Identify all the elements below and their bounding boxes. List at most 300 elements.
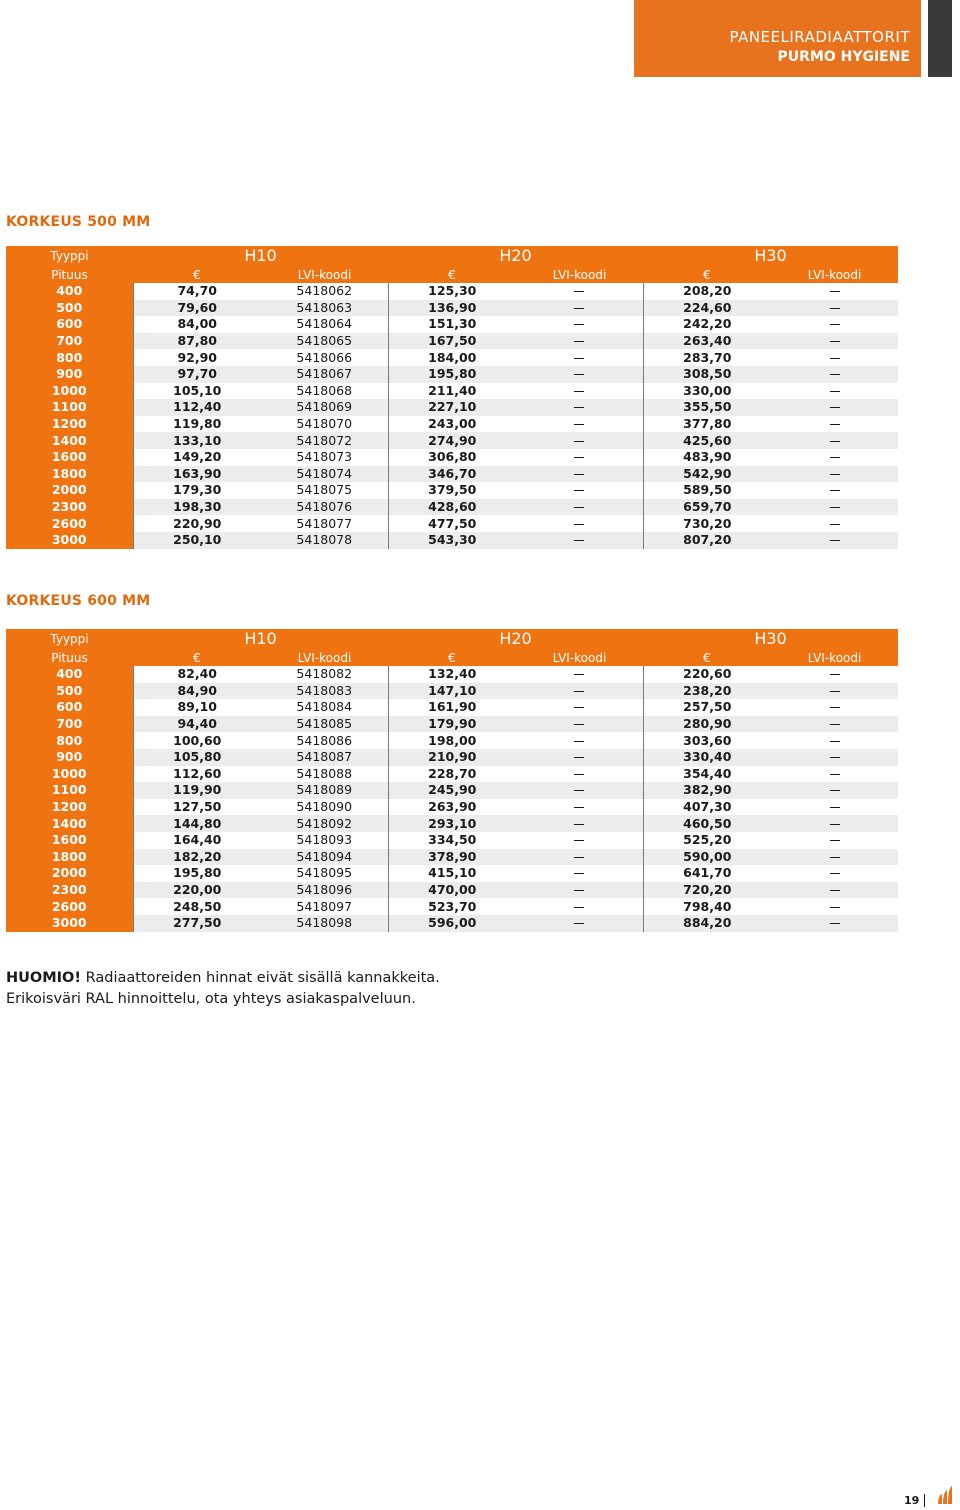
price-cell: 346,70 — [388, 466, 516, 483]
dash-mark — [830, 790, 840, 791]
code-cell — [771, 865, 898, 882]
header-tyyppi: Tyyppi — [6, 629, 133, 649]
price-cell: 280,90 — [643, 716, 771, 733]
price-cell: 220,00 — [133, 882, 261, 899]
code-cell: 5418083 — [261, 683, 388, 700]
dash-mark — [574, 824, 584, 825]
price-cell: 590,00 — [643, 849, 771, 866]
length-cell: 400 — [6, 666, 133, 683]
code-cell — [516, 349, 643, 366]
dash-mark — [830, 873, 840, 874]
price-cell: 105,10 — [133, 383, 261, 400]
dash-mark — [830, 674, 840, 675]
code-cell: 5418067 — [261, 366, 388, 383]
price-cell: 164,40 — [133, 832, 261, 849]
code-cell — [516, 699, 643, 716]
dash-mark — [574, 540, 584, 541]
table-row — [6, 782, 898, 799]
table-row — [6, 515, 898, 532]
dash-mark — [830, 890, 840, 891]
price-cell: 355,50 — [643, 399, 771, 416]
price-cell: 136,90 — [388, 300, 516, 317]
price-cell: 303,60 — [643, 732, 771, 749]
dash-mark — [830, 824, 840, 825]
purmo-logo-icon — [936, 1484, 954, 1506]
code-cell: 5418085 — [261, 716, 388, 733]
price-cell: 184,00 — [388, 349, 516, 366]
dash-mark — [574, 790, 584, 791]
code-cell — [771, 782, 898, 799]
price-cell: 119,80 — [133, 416, 261, 433]
dash-mark — [830, 424, 840, 425]
dash-mark — [574, 490, 584, 491]
code-cell: 5418087 — [261, 749, 388, 766]
dash-mark — [574, 407, 584, 408]
dash-mark — [574, 807, 584, 808]
table-row — [6, 482, 898, 499]
header-price-col: € — [643, 649, 771, 666]
header-pituus: Pituus — [6, 266, 133, 283]
table-row — [6, 699, 898, 716]
code-cell: 5418090 — [261, 799, 388, 816]
table-row — [6, 716, 898, 733]
code-cell — [516, 482, 643, 499]
price-cell: 248,50 — [133, 898, 261, 915]
price-cell: 807,20 — [643, 532, 771, 549]
dash-mark — [830, 441, 840, 442]
price-cell: 161,90 — [388, 699, 516, 716]
dash-mark — [830, 358, 840, 359]
length-cell: 500 — [6, 300, 133, 317]
price-cell: 149,20 — [133, 449, 261, 466]
code-cell — [771, 416, 898, 433]
price-cell: 242,20 — [643, 316, 771, 333]
code-cell — [771, 815, 898, 832]
table-row — [6, 865, 898, 882]
code-cell — [516, 898, 643, 915]
dash-mark — [574, 424, 584, 425]
code-cell: 5418096 — [261, 882, 388, 899]
length-cell: 1400 — [6, 815, 133, 832]
price-cell: 79,60 — [133, 300, 261, 317]
price-cell: 354,40 — [643, 766, 771, 783]
table-row — [6, 333, 898, 350]
dash-mark — [574, 923, 584, 924]
length-cell: 1600 — [6, 449, 133, 466]
code-cell: 5418075 — [261, 482, 388, 499]
dash-mark — [574, 457, 584, 458]
dash-mark — [830, 741, 840, 742]
code-cell — [771, 732, 898, 749]
code-cell: 5418076 — [261, 499, 388, 516]
table-row — [6, 449, 898, 466]
price-cell: 293,10 — [388, 815, 516, 832]
dash-mark — [574, 374, 584, 375]
code-cell: 5418065 — [261, 333, 388, 350]
price-cell: 730,20 — [643, 515, 771, 532]
dash-mark — [574, 507, 584, 508]
price-cell: 277,50 — [133, 915, 261, 932]
header-code-col: LVI-koodi — [261, 266, 388, 283]
dash-mark — [830, 707, 840, 708]
price-cell: 84,90 — [133, 683, 261, 700]
code-cell — [516, 815, 643, 832]
code-cell — [516, 882, 643, 899]
price-cell: 250,10 — [133, 532, 261, 549]
note-line2: Erikoisväri RAL hinnoittelu, ota yhteys asiakaspalveluun. — [6, 991, 416, 1007]
table-row — [6, 283, 898, 300]
header-box — [634, 0, 921, 77]
price-cell: 330,00 — [643, 383, 771, 400]
code-cell — [771, 482, 898, 499]
code-cell — [516, 283, 643, 300]
dash-mark — [830, 291, 840, 292]
code-cell — [516, 449, 643, 466]
price-cell: 470,00 — [388, 882, 516, 899]
code-cell: 5418089 — [261, 782, 388, 799]
length-cell: 700 — [6, 333, 133, 350]
table-row — [6, 832, 898, 849]
header-group-0: H10 — [133, 246, 388, 266]
price-cell: 74,70 — [133, 283, 261, 300]
dash-mark — [574, 907, 584, 908]
table-row — [6, 882, 898, 899]
price-cell: 589,50 — [643, 482, 771, 499]
header-category: PANEELIRADIAATTORIT — [729, 28, 910, 46]
code-cell: 5418064 — [261, 316, 388, 333]
header-group-2: H30 — [643, 246, 898, 266]
dash-mark — [574, 724, 584, 725]
price-cell: 125,30 — [388, 283, 516, 300]
header-price-col: € — [133, 649, 261, 666]
dash-mark — [574, 890, 584, 891]
code-cell — [771, 316, 898, 333]
header-group-0: H10 — [133, 629, 388, 649]
table-row — [6, 532, 898, 549]
price-table-600 — [6, 629, 898, 932]
header-price-col: € — [133, 266, 261, 283]
code-cell — [771, 532, 898, 549]
note — [6, 968, 440, 1010]
length-cell: 2300 — [6, 499, 133, 516]
code-cell — [516, 366, 643, 383]
price-cell: 195,80 — [133, 865, 261, 882]
price-cell: 308,50 — [643, 366, 771, 383]
code-cell: 5418092 — [261, 815, 388, 832]
price-cell: 379,50 — [388, 482, 516, 499]
code-cell — [771, 383, 898, 400]
header-price-col: € — [388, 266, 516, 283]
price-cell: 92,90 — [133, 349, 261, 366]
code-cell — [771, 799, 898, 816]
header-price-col: € — [643, 266, 771, 283]
price-cell: 460,50 — [643, 815, 771, 832]
code-cell — [771, 466, 898, 483]
code-cell — [771, 666, 898, 683]
code-cell — [516, 666, 643, 683]
length-cell: 3000 — [6, 532, 133, 549]
length-cell: 2000 — [6, 865, 133, 882]
code-cell — [516, 849, 643, 866]
price-cell: 133,10 — [133, 432, 261, 449]
length-cell: 2300 — [6, 882, 133, 899]
price-cell: 330,40 — [643, 749, 771, 766]
table-row — [6, 666, 898, 683]
dash-mark — [574, 857, 584, 858]
code-cell: 5418084 — [261, 699, 388, 716]
length-cell: 600 — [6, 699, 133, 716]
table-row — [6, 366, 898, 383]
code-cell — [516, 683, 643, 700]
dash-mark — [830, 407, 840, 408]
page-divider — [924, 1494, 925, 1507]
table-row — [6, 815, 898, 832]
price-cell: 659,70 — [643, 499, 771, 516]
dash-mark — [574, 840, 584, 841]
table-row — [6, 316, 898, 333]
length-cell: 1600 — [6, 832, 133, 849]
section-title-600: KORKEUS 600 MM — [6, 593, 151, 609]
price-cell: 263,90 — [388, 799, 516, 816]
table-row — [6, 849, 898, 866]
dash-mark — [574, 674, 584, 675]
code-cell: 5418068 — [261, 383, 388, 400]
code-cell — [516, 799, 643, 816]
table-row — [6, 399, 898, 416]
code-cell — [771, 898, 898, 915]
dash-mark — [574, 691, 584, 692]
table-row — [6, 898, 898, 915]
price-cell: 477,50 — [388, 515, 516, 532]
code-cell — [771, 300, 898, 317]
code-cell — [516, 766, 643, 783]
price-cell: 283,70 — [643, 349, 771, 366]
code-cell: 5418095 — [261, 865, 388, 882]
price-cell: 243,00 — [388, 416, 516, 433]
code-cell — [771, 499, 898, 516]
price-cell: 720,20 — [643, 882, 771, 899]
code-cell — [771, 283, 898, 300]
price-cell: 543,30 — [388, 532, 516, 549]
code-cell — [516, 399, 643, 416]
dash-mark — [830, 324, 840, 325]
price-cell: 127,50 — [133, 799, 261, 816]
dash-mark — [830, 524, 840, 525]
table-row — [6, 766, 898, 783]
code-cell: 5418073 — [261, 449, 388, 466]
table-row — [6, 732, 898, 749]
price-cell: 596,00 — [388, 915, 516, 932]
dash-mark — [574, 474, 584, 475]
dash-mark — [830, 691, 840, 692]
header-code-col: LVI-koodi — [771, 266, 898, 283]
length-cell: 900 — [6, 366, 133, 383]
price-cell: 525,20 — [643, 832, 771, 849]
price-cell: 179,90 — [388, 716, 516, 733]
price-cell: 151,30 — [388, 316, 516, 333]
table-row — [6, 749, 898, 766]
code-cell: 5418098 — [261, 915, 388, 932]
code-cell — [771, 832, 898, 849]
price-cell: 415,10 — [388, 865, 516, 882]
price-cell: 182,20 — [133, 849, 261, 866]
header-code-col: LVI-koodi — [516, 649, 643, 666]
price-cell: 257,50 — [643, 699, 771, 716]
price-cell: 228,70 — [388, 766, 516, 783]
code-cell: 5418066 — [261, 349, 388, 366]
code-cell — [516, 300, 643, 317]
header-tyyppi: Tyyppi — [6, 246, 133, 266]
code-cell — [771, 882, 898, 899]
dash-mark — [574, 324, 584, 325]
dash-mark — [830, 840, 840, 841]
code-cell: 5418097 — [261, 898, 388, 915]
table-row — [6, 383, 898, 400]
price-cell: 245,90 — [388, 782, 516, 799]
length-cell: 900 — [6, 749, 133, 766]
dash-mark — [830, 308, 840, 309]
price-cell: 105,80 — [133, 749, 261, 766]
length-cell: 3000 — [6, 915, 133, 932]
dash-mark — [830, 490, 840, 491]
price-cell: 112,40 — [133, 399, 261, 416]
price-cell: 208,20 — [643, 283, 771, 300]
dash-mark — [574, 757, 584, 758]
dash-mark — [830, 774, 840, 775]
code-cell — [516, 732, 643, 749]
price-cell: 89,10 — [133, 699, 261, 716]
price-cell: 798,40 — [643, 898, 771, 915]
price-cell: 382,90 — [643, 782, 771, 799]
code-cell — [516, 532, 643, 549]
table-row — [6, 915, 898, 932]
dash-mark — [574, 358, 584, 359]
price-cell: 641,70 — [643, 865, 771, 882]
price-cell: 483,90 — [643, 449, 771, 466]
header-product: PURMO HYGIENE — [777, 49, 910, 65]
code-cell: 5418093 — [261, 832, 388, 849]
length-cell: 500 — [6, 683, 133, 700]
price-cell: 87,80 — [133, 333, 261, 350]
header-code-col: LVI-koodi — [516, 266, 643, 283]
dash-mark — [830, 457, 840, 458]
table-row — [6, 432, 898, 449]
code-cell — [771, 849, 898, 866]
code-cell — [516, 333, 643, 350]
note-label: HUOMIO! — [6, 970, 81, 986]
code-cell — [771, 333, 898, 350]
price-cell: 378,90 — [388, 849, 516, 866]
price-cell: 224,60 — [643, 300, 771, 317]
dash-mark — [830, 724, 840, 725]
length-cell: 400 — [6, 283, 133, 300]
code-cell: 5418077 — [261, 515, 388, 532]
price-cell: 274,90 — [388, 432, 516, 449]
code-cell — [516, 749, 643, 766]
code-cell — [516, 316, 643, 333]
length-cell: 1200 — [6, 799, 133, 816]
code-cell — [771, 683, 898, 700]
code-cell: 5418078 — [261, 532, 388, 549]
code-cell — [771, 766, 898, 783]
price-table-500 — [6, 246, 898, 549]
price-cell: 227,10 — [388, 399, 516, 416]
code-cell: 5418063 — [261, 300, 388, 317]
length-cell: 2600 — [6, 515, 133, 532]
table-row — [6, 799, 898, 816]
length-cell: 1100 — [6, 399, 133, 416]
dash-mark — [830, 341, 840, 342]
length-cell: 1000 — [6, 383, 133, 400]
price-cell: 94,40 — [133, 716, 261, 733]
code-cell: 5418082 — [261, 666, 388, 683]
price-cell: 220,90 — [133, 515, 261, 532]
price-cell: 306,80 — [388, 449, 516, 466]
price-cell: 144,80 — [133, 815, 261, 832]
dash-mark — [574, 524, 584, 525]
price-cell: 195,80 — [388, 366, 516, 383]
header-group-2: H30 — [643, 629, 898, 649]
code-cell: 5418088 — [261, 766, 388, 783]
code-cell: 5418074 — [261, 466, 388, 483]
code-cell: 5418070 — [261, 416, 388, 433]
page-number: 19 — [904, 1494, 920, 1507]
table-row — [6, 300, 898, 317]
code-cell — [516, 466, 643, 483]
price-cell: 97,70 — [133, 366, 261, 383]
price-cell: 407,30 — [643, 799, 771, 816]
code-cell: 5418072 — [261, 432, 388, 449]
price-cell: 238,20 — [643, 683, 771, 700]
code-cell: 5418094 — [261, 849, 388, 866]
code-cell — [516, 499, 643, 516]
length-cell: 600 — [6, 316, 133, 333]
dash-mark — [830, 391, 840, 392]
dash-mark — [574, 774, 584, 775]
price-cell: 132,40 — [388, 666, 516, 683]
table-row — [6, 466, 898, 483]
price-cell: 167,50 — [388, 333, 516, 350]
price-cell: 220,60 — [643, 666, 771, 683]
dash-mark — [574, 707, 584, 708]
code-cell — [771, 449, 898, 466]
length-cell: 700 — [6, 716, 133, 733]
code-cell — [771, 915, 898, 932]
price-cell: 163,90 — [133, 466, 261, 483]
length-cell: 2600 — [6, 898, 133, 915]
code-cell — [516, 383, 643, 400]
code-cell — [771, 749, 898, 766]
price-cell: 147,10 — [388, 683, 516, 700]
header-price-col: € — [388, 649, 516, 666]
header-pituus: Pituus — [6, 649, 133, 666]
code-cell — [516, 432, 643, 449]
price-cell: 523,70 — [388, 898, 516, 915]
length-cell: 2000 — [6, 482, 133, 499]
price-cell: 198,30 — [133, 499, 261, 516]
length-cell: 800 — [6, 732, 133, 749]
code-cell: 5418069 — [261, 399, 388, 416]
price-cell: 211,40 — [388, 383, 516, 400]
section-title-500: KORKEUS 500 MM — [6, 214, 151, 230]
price-cell: 119,90 — [133, 782, 261, 799]
code-cell — [771, 515, 898, 532]
table-row — [6, 683, 898, 700]
code-cell — [516, 515, 643, 532]
dash-mark — [830, 923, 840, 924]
price-cell: 82,40 — [133, 666, 261, 683]
dash-mark — [830, 857, 840, 858]
